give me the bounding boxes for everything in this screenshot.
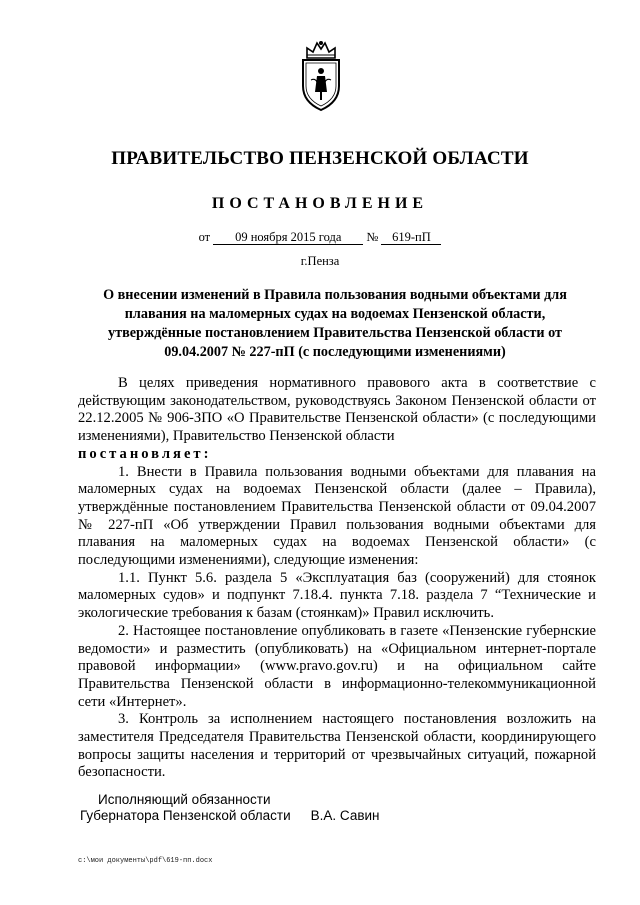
paragraph-1-1: 1.1. Пункт 5.6. раздела 5 «Эксплуатация баз (сооружений) для стоянок маломерных судов» и подпункт 7.18.4. пункта 7.18. раздела 7 “Технические и экологические требования к базам (стоянкам)» Правил исключить. xyxy=(78,569,596,622)
document-number: 619-пП xyxy=(381,231,441,245)
resolves-line xyxy=(78,446,596,464)
date-prefix: от xyxy=(198,230,211,244)
number-prefix: № xyxy=(366,230,379,244)
file-path: c:\мои документы\pdf\619-пп.docx xyxy=(78,857,213,865)
government-title: ПРАВИТЕЛЬСТВО ПЕНЗЕНСКОЙ ОБЛАСТИ xyxy=(111,148,529,169)
document-body xyxy=(78,375,596,782)
signature-title-line2 xyxy=(80,808,380,823)
paragraph-1: 1. Внести в Правила пользования водными объектами для плавания на маломерных судах на водоемах Пензенской области (далее – Правила), утверждённые постановлением Правительства Пензенской области от 09.04.2007 № 227-пП «Об утверждении Правил пользования водными объектами для плавания на маломерных судах на водоемах Пензенской области» (с последующими изменениями), следующие изменения: xyxy=(78,463,596,569)
intro-paragraph xyxy=(78,375,596,446)
signature-position: Губернатора Пензенской области xyxy=(80,808,291,823)
document-date: 09 ноября 2015 года xyxy=(213,231,363,245)
signature-title-line1: Исполняющий обязанности xyxy=(98,792,271,807)
penza-coat-of-arms-icon xyxy=(293,40,349,112)
date-number-line xyxy=(0,230,640,245)
paragraph-3: 3. Контроль за исполнением настоящего постановления возложить на заместителя Председателя Правительства Пензенской области, координирующего вопросы защиты населения и территорий от чрезвычайных ситуаций, пожарной безопасности. xyxy=(78,711,596,781)
signatory-name: В.А. Савин xyxy=(310,808,380,823)
document-heading: О внесении изменений в Правила пользования водными объектами для плавания на маломерных судах на водоемах Пензенской области, утверждённые постановлением Правительства Пензенской области от 09.04.2007 № 227-пП (с последующими изменениями) xyxy=(103,287,567,360)
document-type: ПОСТАНОВЛЕНИЕ xyxy=(211,195,429,212)
paragraph-2: 2. Настоящее постановление опубликовать в газете «Пензенские губернские ведомости» и разместить (опубликовать) на «Официальном интернет-портале правовой информации» (www.pravo.gov.ru) и на официальном сайте Правительства Пензенской области в информационно-телекоммуникационной сети «Интернет». xyxy=(78,622,596,710)
city: г.Пенза xyxy=(300,254,340,268)
resolves-word: постановляет: xyxy=(78,445,212,462)
intro-text: В целях приведения нормативного правового акта в соответствие с действующим законодательством, руководствуясь Законом Пензенской области от 22.12.2005 № 906-ЗПО «О Правительстве Пензенской области» (с последующими изменениями), Правительство Пензенской области xyxy=(78,375,596,445)
